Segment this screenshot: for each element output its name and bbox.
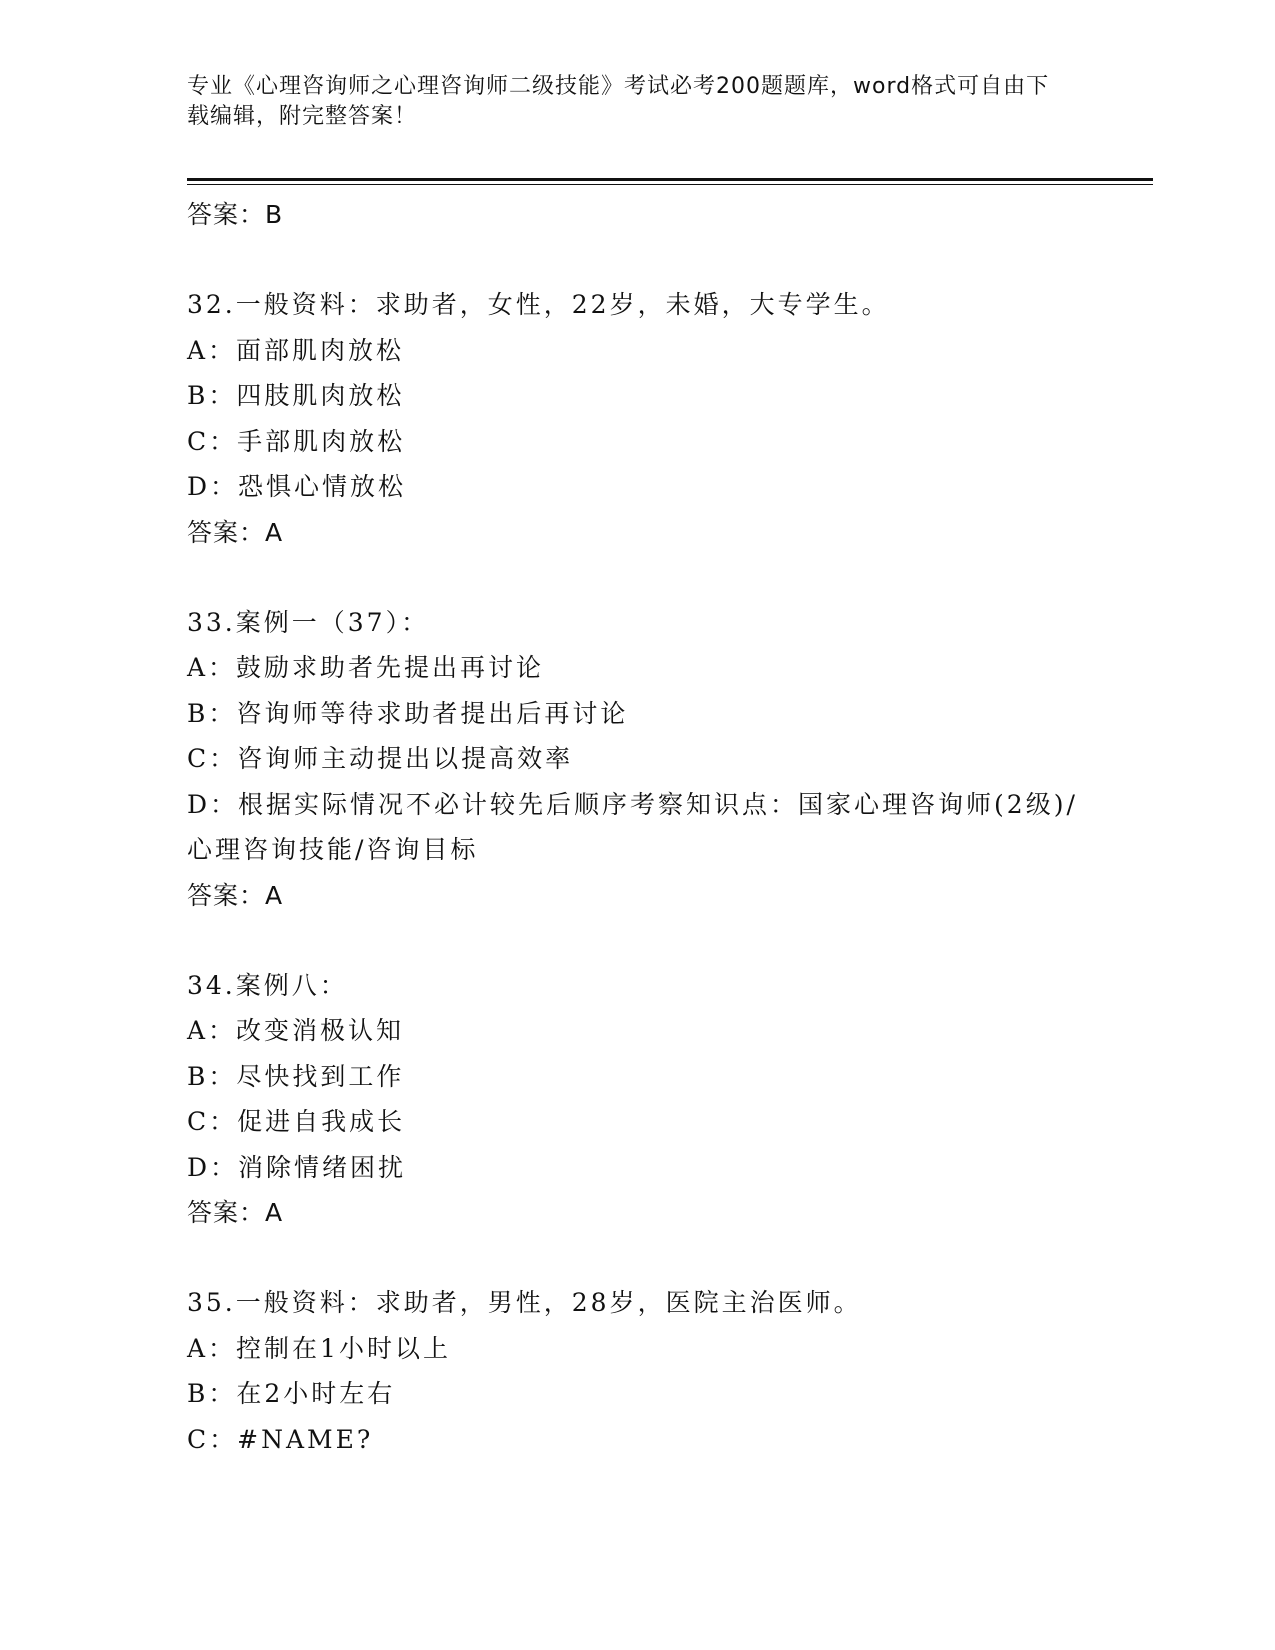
option-b: B：在2小时左右 bbox=[187, 1379, 396, 1408]
question-stem: 35.一般资料：求助者，男性，28岁，医院主治医师。 bbox=[187, 1288, 862, 1317]
question-stem: 32.一般资料：求助者，女性，22岁，未婚，大专学生。 bbox=[187, 290, 890, 319]
answer-line: 答案：A bbox=[187, 517, 284, 547]
header-intro: 专业《心理咨询师之心理咨询师二级技能》考试必考200题题库，word格式可自由下载编辑，附完整答案！ bbox=[187, 74, 1050, 129]
question-33 bbox=[187, 600, 1087, 918]
question-32 bbox=[187, 282, 1087, 555]
option-d: D：恐惧心情放松 bbox=[187, 472, 407, 501]
header-divider-thin bbox=[187, 184, 1153, 185]
question-35 bbox=[187, 1280, 1087, 1462]
option-c: C：咨询师主动提出以提高效率 bbox=[187, 744, 574, 773]
header-divider-thick bbox=[187, 178, 1153, 181]
option-d: D：消除情绪困扰 bbox=[187, 1152, 407, 1182]
question-stem: 34.案例八： bbox=[187, 970, 348, 1000]
question-stem: 33.案例一（37）： bbox=[187, 607, 430, 637]
question-list bbox=[187, 192, 1087, 1462]
option-a: A：面部肌肉放松 bbox=[187, 335, 405, 365]
option-b: B：四肢肌肉放松 bbox=[187, 381, 405, 410]
option-a: A：鼓励求助者先提出再讨论 bbox=[187, 653, 545, 682]
answer-line: 答案：B bbox=[187, 200, 284, 229]
answer-line: 答案：A bbox=[187, 880, 284, 910]
question-34 bbox=[187, 963, 1087, 1236]
option-d: D：根据实际情况不必计较先后顺序考察知识点：国家心理咨询师(2级)/心理咨询技能/咨询目标 bbox=[187, 789, 1078, 864]
option-a: A：控制在1小时以上 bbox=[187, 1333, 451, 1363]
answer-line: 答案：A bbox=[187, 1198, 284, 1227]
option-a: A：改变消极认知 bbox=[187, 1016, 405, 1045]
option-c: C：#NAME? bbox=[187, 1424, 374, 1454]
option-b: B：咨询师等待求助者提出后再讨论 bbox=[187, 698, 629, 728]
option-c: C：手部肌肉放松 bbox=[187, 426, 406, 456]
document-header bbox=[187, 72, 1067, 132]
option-b: B：尽快找到工作 bbox=[187, 1061, 405, 1091]
option-c: C：促进自我成长 bbox=[187, 1107, 406, 1136]
